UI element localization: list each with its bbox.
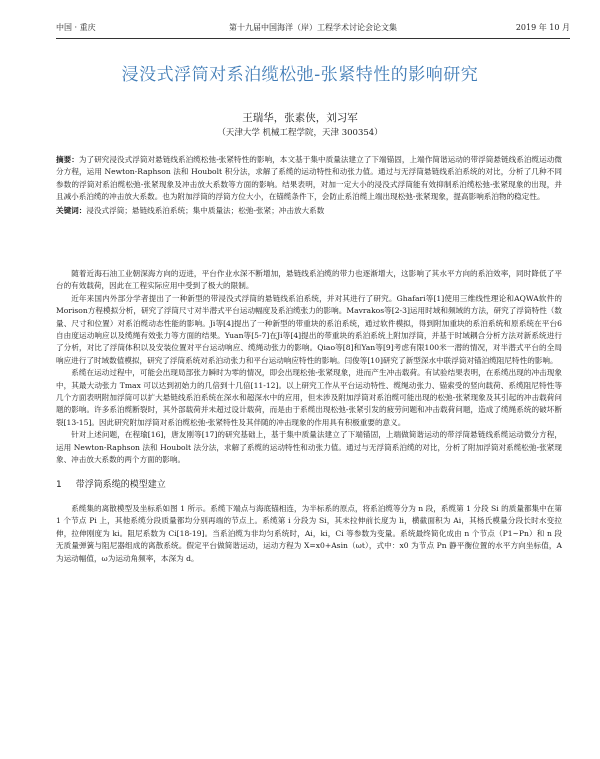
header-divider <box>56 38 570 39</box>
section-paragraph: 系缆集的离散模型及坐标系如图 1 所示。系缆下端点与海底锚相连，为半标系的原点，将系泊缆等分为 n 段，系缆第 1 分段 Si 的质量都集中在第 1 个节点 Pi 上，其他系缆分段质量都均分别再端的节点上。系缆第 i 分段为 Si，其未拉伸前长度为 li，横截面积为 Ai，其杨氏模量分段长时水变拉伸，拉伸刚度为 ki。阻尼系数为 Ci[18-19]。当系泊缆为非均匀系统时，Ai，ki，Ci 等参数为变量。系统最终简化成由 n 个节点（P1~Pn）和 n 段无质量弹簧与阻尼器组成的离散系统。假定平台做简谐运动，运动方程为 X=x0+Asin（ωt），式中：x0 为节点 Pn 静平衡位置的水平方向坐标值，A 为运动幅值，ω为运动角频率，本深为 d。 <box>56 503 562 563</box>
keywords-label: 关键词： <box>56 205 87 215</box>
body-paragraph-3: 系缆在运动过程中，可能会出现局部张力瞬时为零的情况，即会出现松弛-张紧现象，进而产生冲击载荷。有试验结果表明，在系缆出现的冲击现象中，其最大动张力 Tmax 可以达到初始力的几倍到十几倍[11-12]。以上研究工作从平台运动特性、缆绳动张力、锚索受的竖向载荷、系缆阻尼特性等几个方面表明附加浮筒可以扩大悬链线系泊系统在深水和超深水中的应用，但未涉及附加浮筒对系泊缆可能出现的松弛-张紧现象及其引起的冲击载荷问题的影响。许多系泊缆断裂时，其外部载荷并未超过设计载荷，而是由于系缆出现松弛-张紧引发的疲劳问题和冲击载荷问题，造成了缆绳系统的破坏断裂[13-15]。因此研究附加浮筒对系泊缆松弛-张紧特性及其伴随的冲击现象的作用具有积极重要的意义。 <box>56 368 562 427</box>
body-text <box>56 268 562 565</box>
paper-authors: 王瑞华，张素侠，刘习军 <box>242 112 358 124</box>
keywords-paragraph <box>56 205 562 217</box>
header-location: 中国 · 重庆 <box>56 23 96 32</box>
body-paragraph-1: 随着近海石油工业朝深海方向的迈进，平台作业水深不断增加，悬链线系泊缆的带力也逐渐增大，这影响了其水平方向的系泊效率，同时降低了平台的有效载荷，因此在工程实际应用中受到了极大的限制。 <box>56 269 562 291</box>
abstract <box>56 154 562 217</box>
section-title: 带浮筒系缆的模型建立 <box>75 479 166 490</box>
header-proceedings: 第十九届中国海洋（岸）工程学术讨论会论文集 <box>229 23 397 32</box>
paper-affiliation: （天津大学 机械工程学院，天津 300354） <box>217 128 383 138</box>
abstract-paragraph <box>56 154 562 204</box>
section-number: 1 <box>56 479 62 490</box>
section-heading <box>56 479 562 491</box>
keywords-text: 浸没式浮筒；悬链线系泊系统；集中质量法；松弛-张紧；冲击放大系数 <box>86 205 325 215</box>
header-date: 2019 年 10 月 <box>515 23 570 32</box>
body-paragraph-4: 针对上述问题，在程瑜[16]，唐友刚等[17]的研究基础上，基于集中质量法建立了下端锚固，上端做简谐运动的带浮筒悬链线系缆运动微分方程，运用 Newton-Raphson 法和 Houbolt 法分法，求解了系缆的运动特性和动张力值。通过与无浮筒系泊缆的对比，分析了附加浮筒对系缆松弛-张紧现象、冲击放大系数的两个方面的影响。 <box>56 430 562 465</box>
abstract-text: 为了研究浸没式浮筒对悬链线系泊缆松弛-张紧特性的影响，本文基于集中质量法建立了下端锚固，上端作简谐运动的带浮筒悬链线系泊缆运动微分方程，运用 Newton-Raphson 法和 Houbolt 积分法，求解了系缆的运动特性和动张力值。通过与无浮筒悬链线系泊系统的对比，分析了几种不同参数的浮筒对系泊缆松弛-张紧现象及冲击放大系数等方面的影响。结果表明，对加一定大小的浸没式浮筒能有效抑制系泊缆松弛-张紧现象的出现，并且减小系泊缆的冲击放大系数。也为附加浮筒的浮筒方位大小，在锚缆条件下，会防止系泊缆上端出现松弛-张紧现象，提高影响系泊物的稳定性。 <box>56 155 563 202</box>
abstract-label: 摘要： <box>56 155 79 164</box>
running-header <box>56 22 570 36</box>
paper-title: 浸没式浮筒对系泊缆松弛-张紧特性的影响研究 <box>121 65 479 85</box>
body-paragraph-2: 近年来国内外部分学者提出了一种新型的带浸没式浮筒的悬链线系泊系统，并对其进行了研究。Ghafari等[1]使用三维线性理论和AQWA软件的Morison方程模拟分析，研究了浮筒尺寸对半潜式平台运动幅度及系泊缆张力的影响。Mavrakos等[2-3]运用时域和频域的方法，研究了浮筒特性（数量、尺寸和位置）对系泊缆动态性能的影响。Ji等[4]提出了一种新型的带重块的系泊系统，通过软件模拟，得到附加重块的系泊系统和原系统在平台6自由度运动响应以及缆绳有效张力等方面的结果。Yuan等[5-7]在Ji等[4]提出的带重块的系泊系统上附加浮筒，并基于时域耦合分析方法对新系统进行了分析，对比了浮筒体积以及安装位置对平台运动响应、缆绳动张力的影响。Qiao等[8]和Yan等[9]考虑有限100米一潜的情况，对半潜式平台的全局响应进行了时域数值模拟，研究了浮筒系统对系泊动张力和平台运动响应特性的影响。闫俊等[10]研究了新型深水中联浮筒对锚泊缆阻尼特性的影响。 <box>56 293 562 365</box>
